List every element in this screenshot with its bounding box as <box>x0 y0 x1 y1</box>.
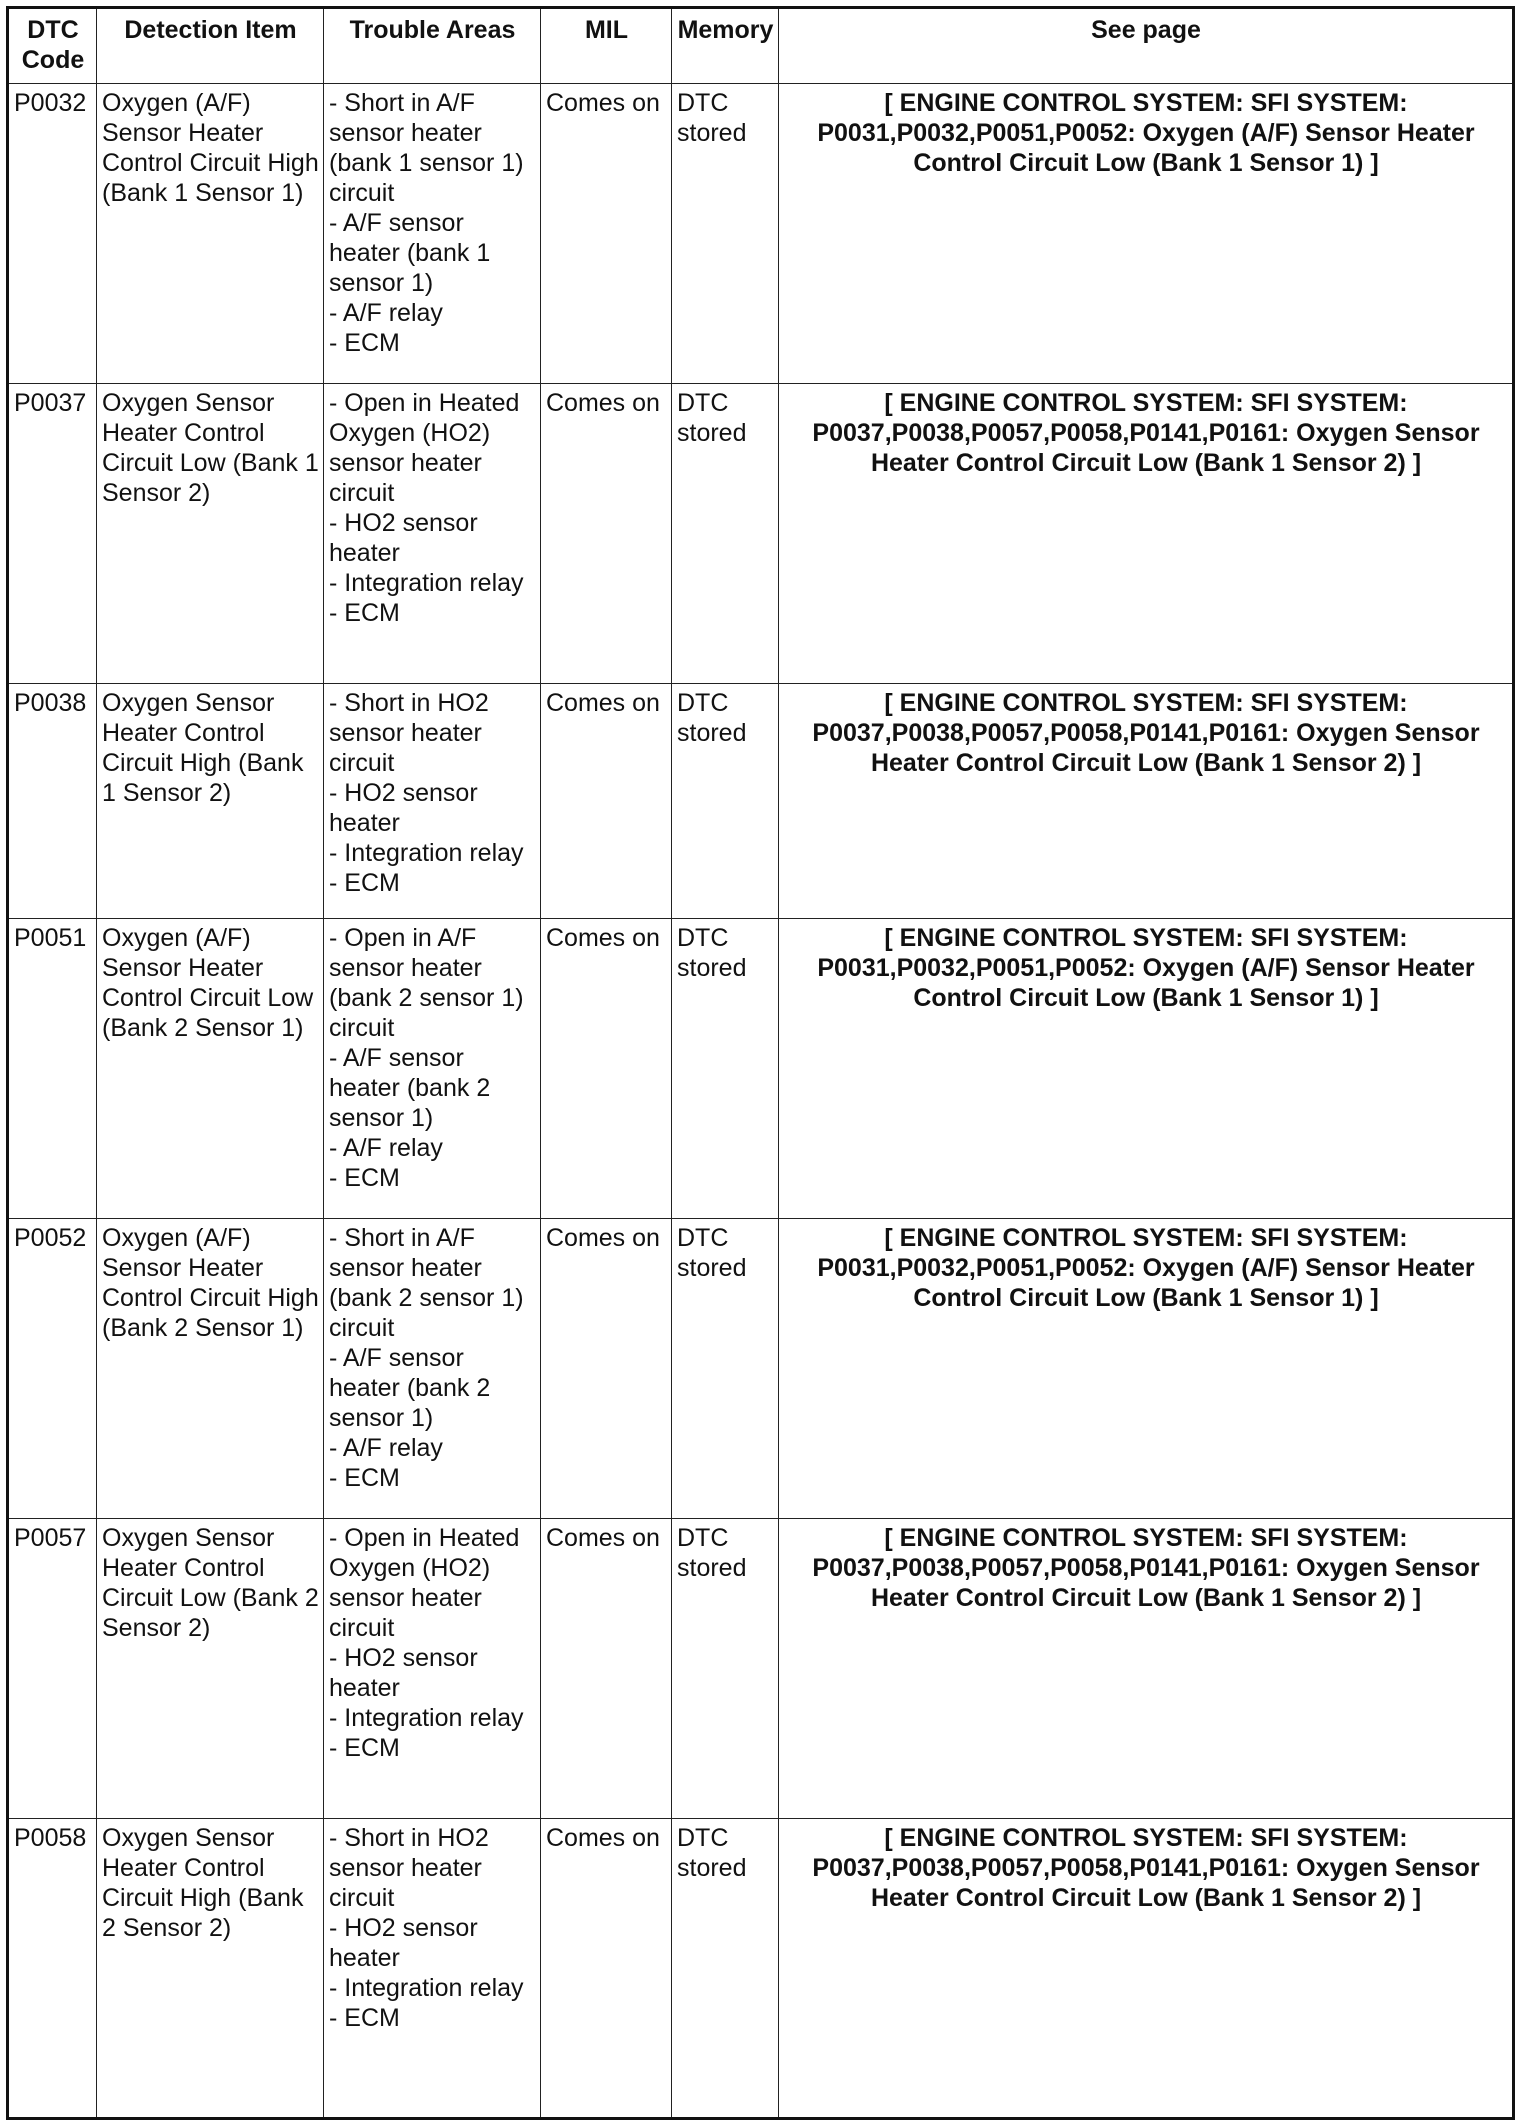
trouble-area-item: - Open in Heated Oxygen (HO2) sensor heater circuit <box>329 389 520 507</box>
mil-cell: Comes on <box>541 384 672 684</box>
detection-item-cell: Oxygen Sensor Heater Control Circuit Low (Bank 1 Sensor 2) <box>97 384 324 684</box>
trouble-area-item: - Short in A/F sensor heater (bank 2 sensor 1) circuit <box>329 1224 524 1342</box>
header-dtc-code <box>8 8 97 84</box>
trouble-area-item: - ECM <box>329 2004 400 2032</box>
trouble-area-item: - Integration relay <box>329 569 524 597</box>
dtc-code-cell: P0032 <box>8 84 97 384</box>
mil-cell: Comes on <box>541 919 672 1219</box>
table-row <box>8 1519 1514 1819</box>
table-row <box>8 684 1514 919</box>
header-trouble-areas: Trouble Areas <box>324 8 541 84</box>
memory-cell: DTC stored <box>672 684 779 919</box>
see-page-cell: [ ENGINE CONTROL SYSTEM: SFI SYSTEM: P0037,P0038,P0057,P0058,P0141,P0161: Oxygen Sensor Heater Control Circuit Low (Bank 1 Sensor 2) ] <box>779 684 1514 919</box>
trouble-areas-cell <box>324 684 541 919</box>
mil-cell: Comes on <box>541 1219 672 1519</box>
detection-item-cell: Oxygen (A/F) Sensor Heater Control Circuit High (Bank 2 Sensor 1) <box>97 1219 324 1519</box>
see-page-cell: [ ENGINE CONTROL SYSTEM: SFI SYSTEM: P0037,P0038,P0057,P0058,P0141,P0161: Oxygen Sensor Heater Control Circuit Low (Bank 1 Sensor 2) ] <box>779 1819 1514 2119</box>
trouble-area-item: - Short in A/F sensor heater (bank 1 sensor 1) circuit <box>329 89 524 207</box>
trouble-area-item: - A/F sensor heater (bank 1 sensor 1) <box>329 209 491 297</box>
memory-cell: DTC stored <box>672 1219 779 1519</box>
header-mil: MIL <box>541 8 672 84</box>
trouble-area-item: - A/F sensor heater (bank 2 sensor 1) <box>329 1344 491 1432</box>
trouble-area-item: - A/F relay <box>329 1134 443 1162</box>
trouble-areas-cell <box>324 84 541 384</box>
trouble-area-item: - ECM <box>329 1464 400 1492</box>
trouble-area-item: - ECM <box>329 1734 400 1762</box>
trouble-areas-cell <box>324 1519 541 1819</box>
see-page-cell: [ ENGINE CONTROL SYSTEM: SFI SYSTEM: P0031,P0032,P0051,P0052: Oxygen (A/F) Sensor Heater Control Circuit Low (Bank 1 Sensor 1) ] <box>779 84 1514 384</box>
trouble-area-item: - HO2 sensor heater <box>329 1644 478 1702</box>
dtc-table <box>6 6 1515 2120</box>
trouble-area-item: - Open in Heated Oxygen (HO2) sensor heater circuit <box>329 1524 520 1642</box>
trouble-area-item: - A/F relay <box>329 299 443 327</box>
trouble-area-item: - Integration relay <box>329 839 524 867</box>
trouble-area-item: - HO2 sensor heater <box>329 509 478 567</box>
dtc-code-cell: P0058 <box>8 1819 97 2119</box>
header-row <box>8 8 1514 84</box>
mil-cell: Comes on <box>541 1819 672 2119</box>
detection-item-cell: Oxygen Sensor Heater Control Circuit High (Bank 1 Sensor 2) <box>97 684 324 919</box>
trouble-area-item: - ECM <box>329 329 400 357</box>
see-page-cell: [ ENGINE CONTROL SYSTEM: SFI SYSTEM: P0031,P0032,P0051,P0052: Oxygen (A/F) Sensor Heater Control Circuit Low (Bank 1 Sensor 1) ] <box>779 919 1514 1219</box>
trouble-area-item: - ECM <box>329 869 400 897</box>
dtc-code-cell: P0052 <box>8 1219 97 1519</box>
table-row <box>8 919 1514 1219</box>
trouble-area-item: - Short in HO2 sensor heater circuit <box>329 689 489 777</box>
header-dtc-code-line2: Code <box>21 46 85 74</box>
trouble-area-item: - Integration relay <box>329 1974 524 2002</box>
memory-cell: DTC stored <box>672 84 779 384</box>
table-header <box>8 8 1514 84</box>
trouble-areas-cell <box>324 919 541 1219</box>
detection-item-cell: Oxygen Sensor Heater Control Circuit Low (Bank 2 Sensor 2) <box>97 1519 324 1819</box>
table-row <box>8 1219 1514 1519</box>
dtc-code-cell: P0038 <box>8 684 97 919</box>
trouble-area-item: - A/F relay <box>329 1434 443 1462</box>
memory-cell: DTC stored <box>672 919 779 1219</box>
table-body <box>8 84 1514 2119</box>
see-page-cell: [ ENGINE CONTROL SYSTEM: SFI SYSTEM: P0037,P0038,P0057,P0058,P0141,P0161: Oxygen Sensor Heater Control Circuit Low (Bank 1 Sensor 2) ] <box>779 384 1514 684</box>
header-detection-item: Detection Item <box>97 8 324 84</box>
trouble-area-item: - A/F sensor heater (bank 2 sensor 1) <box>329 1044 491 1132</box>
mil-cell: Comes on <box>541 84 672 384</box>
see-page-cell: [ ENGINE CONTROL SYSTEM: SFI SYSTEM: P0037,P0038,P0057,P0058,P0141,P0161: Oxygen Sensor Heater Control Circuit Low (Bank 1 Sensor 2) ] <box>779 1519 1514 1819</box>
trouble-area-item: - HO2 sensor heater <box>329 1914 478 1972</box>
mil-cell: Comes on <box>541 684 672 919</box>
header-memory: Memory <box>672 8 779 84</box>
memory-cell: DTC stored <box>672 1519 779 1819</box>
table-row <box>8 1819 1514 2119</box>
trouble-area-item: - ECM <box>329 1164 400 1192</box>
detection-item-cell: Oxygen (A/F) Sensor Heater Control Circuit High (Bank 1 Sensor 1) <box>97 84 324 384</box>
detection-item-cell: Oxygen Sensor Heater Control Circuit High (Bank 2 Sensor 2) <box>97 1819 324 2119</box>
table-row <box>8 384 1514 684</box>
trouble-areas-cell <box>324 1219 541 1519</box>
trouble-areas-cell <box>324 1819 541 2119</box>
trouble-area-item: - Integration relay <box>329 1704 524 1732</box>
memory-cell: DTC stored <box>672 1819 779 2119</box>
trouble-area-item: - ECM <box>329 599 400 627</box>
memory-cell: DTC stored <box>672 384 779 684</box>
dtc-code-cell: P0051 <box>8 919 97 1219</box>
trouble-area-item: - HO2 sensor heater <box>329 779 478 837</box>
detection-item-cell: Oxygen (A/F) Sensor Heater Control Circuit Low (Bank 2 Sensor 1) <box>97 919 324 1219</box>
trouble-areas-cell <box>324 384 541 684</box>
trouble-area-item: - Short in HO2 sensor heater circuit <box>329 1824 489 1912</box>
see-page-cell: [ ENGINE CONTROL SYSTEM: SFI SYSTEM: P0031,P0032,P0051,P0052: Oxygen (A/F) Sensor Heater Control Circuit Low (Bank 1 Sensor 1) ] <box>779 1219 1514 1519</box>
header-dtc-code-line1: DTC <box>27 16 79 44</box>
mil-cell: Comes on <box>541 1519 672 1819</box>
dtc-code-cell: P0037 <box>8 384 97 684</box>
table-row <box>8 84 1514 384</box>
header-see-page: See page <box>779 8 1514 84</box>
trouble-area-item: - Open in A/F sensor heater (bank 2 sensor 1) circuit <box>329 924 524 1042</box>
dtc-code-cell: P0057 <box>8 1519 97 1819</box>
